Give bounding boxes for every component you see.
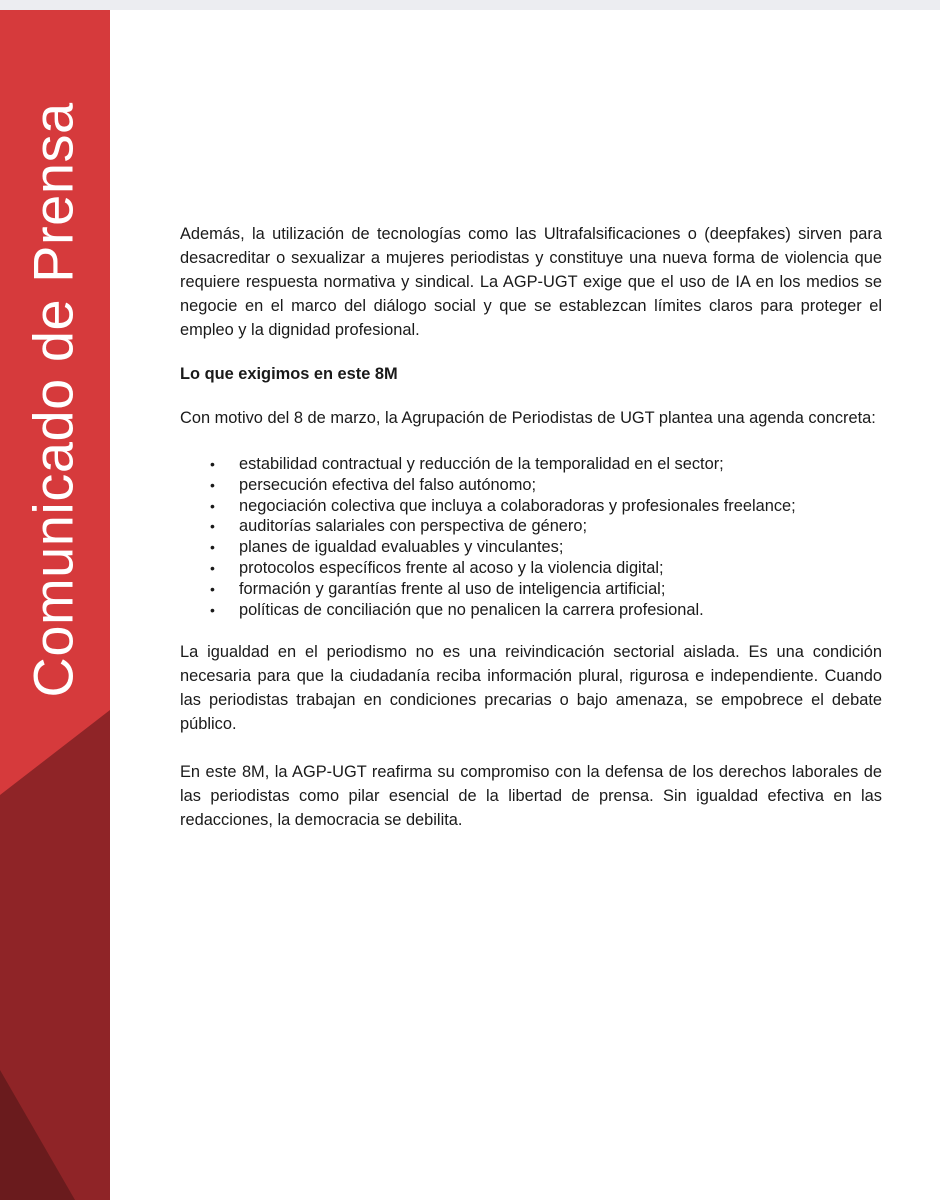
paragraph-commitment: En este 8M, la AGP-UGT reafirma su compromiso con la defensa de los derechos laborales de las periodistas como pilar esencial de la libertad de prensa. Sin igualdad efectiva en las redacciones, la democracia se debilita.: [180, 763, 882, 830]
list-item-text: persecución efectiva del falso autónomo;: [239, 475, 537, 494]
list-item-text: protocolos específicos frente al acoso y la violencia digital;: [239, 558, 664, 577]
sidebar-banner: [0, 10, 110, 1200]
bullet-icon: •: [210, 580, 215, 597]
list-item: [210, 516, 882, 537]
paragraph-deepfakes: Además, la utilización de tecnologías como las Ultrafalsificaciones o (deepfakes) sirven para desacreditar o sexualizar a mujeres periodistas y constituye una nueva forma de violencia que requiere respuesta normativa y sindical. La AGP-UGT exige que el uso de IA en los medios se negocie en el marco del diálogo social y que se establezcan límites claros para proteger el empleo y la dignidad profesional.: [180, 225, 882, 339]
bullet-icon: •: [210, 559, 215, 576]
list-item-text: estabilidad contractual y reducción de la temporalidad en el sector;: [239, 455, 724, 473]
sidebar-title: Comunicado de Prensa: [21, 102, 85, 698]
bullet-icon: •: [210, 601, 215, 618]
bullet-icon: •: [210, 539, 215, 556]
document-body: [180, 222, 882, 832]
top-strip: [0, 0, 940, 10]
paragraph-equality: La igualdad en el periodismo no es una reivindicación sectorial aislada. Es una condición necesaria para que la ciudadanía reciba información plural, rigurosa e independiente. Cuando las periodistas trabajan en condiciones precarias o bajo amenaza, se empobrece el debate público.: [180, 643, 882, 734]
list-item: [210, 496, 882, 517]
bullet-icon: •: [210, 518, 215, 535]
list-item: [210, 600, 882, 621]
bullet-icon: •: [210, 497, 215, 514]
list-item: [210, 537, 882, 558]
list-item-text: auditorías salariales con perspectiva de género;: [239, 517, 588, 536]
list-item-text: planes de igualdad evaluables y vinculantes;: [239, 538, 564, 557]
list-item: [210, 475, 882, 496]
paragraph-agenda-intro: Con motivo del 8 de marzo, la Agrupación de Periodistas de UGT plantea una agenda concreta:: [180, 409, 876, 427]
section-heading: Lo que exigimos en este 8M: [180, 365, 398, 383]
list-item: [210, 454, 882, 475]
demands-list: [180, 454, 882, 620]
list-item-text: formación y garantías frente al uso de inteligencia artificial;: [239, 579, 666, 598]
list-item-text: políticas de conciliación que no penalicen la carrera profesional.: [239, 600, 704, 619]
bullet-icon: •: [210, 456, 215, 472]
list-item: [210, 558, 882, 579]
bullet-icon: •: [210, 476, 215, 493]
list-item: [210, 579, 882, 600]
list-item-text: negociación colectiva que incluya a colaboradoras y profesionales freelance;: [239, 496, 796, 515]
